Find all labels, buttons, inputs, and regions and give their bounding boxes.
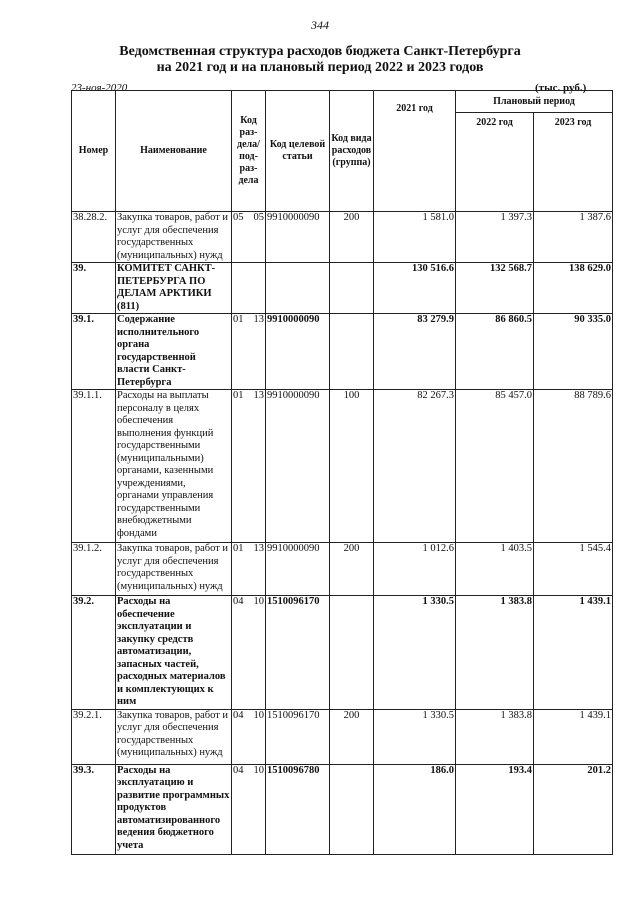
row-value-2023: 201.2 (534, 764, 613, 854)
row-target-code: 9910000090 (266, 543, 330, 596)
units-label: (тыс. руб.) (535, 82, 587, 94)
row-number: 39.1.1. (72, 390, 116, 543)
header-section-code: Код раз-дела/ под-раз-дела (232, 91, 266, 212)
row-target-code: 9910000090 (266, 212, 330, 263)
budget-table (71, 90, 613, 855)
razdel-code: 04 (233, 709, 244, 721)
row-target-code: 9910000090 (266, 390, 330, 543)
row-value-2021: 1 330.5 (374, 709, 456, 764)
row-value-2023: 1 439.1 (534, 709, 613, 764)
document-title (0, 44, 640, 76)
header-2022: 2022 год (456, 113, 534, 212)
row-value-2023: 90 335.0 (534, 314, 613, 390)
row-name: Закупка товаров, работ и услуг для обеспечения государственных (муниципальных) нужд (116, 709, 232, 764)
row-section-code (232, 596, 266, 710)
row-number: 39.1. (72, 314, 116, 390)
table-row (72, 543, 613, 596)
row-value-2021: 186.0 (374, 764, 456, 854)
row-name: Расходы на обеспечение эксплуатации и закупку средств автоматизации, запасных частей, расходных материалов и комплектующих к ним (116, 596, 232, 710)
row-name: Содержание исполнительного органа государственной власти Санкт-Петербурга (116, 314, 232, 390)
table-row (72, 390, 613, 543)
podrazdel-code: 13 (253, 314, 264, 325)
row-type-code: 100 (330, 390, 374, 543)
row-target-code: 1510096170 (266, 709, 330, 764)
table-row (72, 263, 613, 314)
podrazdel-code: 10 (253, 709, 264, 721)
title-line-2: на 2021 год и на плановый период 2022 и 2023 годов (156, 60, 484, 75)
razdel-code: 04 (233, 764, 244, 776)
row-value-2023: 1 545.4 (534, 543, 613, 596)
row-number: 39. (72, 263, 116, 314)
podrazdel-code: 10 (253, 764, 264, 776)
row-section-code (232, 390, 266, 543)
row-section-code (232, 314, 266, 390)
row-type-code: 200 (330, 212, 374, 263)
row-section-code (232, 263, 266, 314)
row-number: 39.2. (72, 596, 116, 710)
page-number: 344 (311, 18, 329, 32)
table-row (72, 212, 613, 263)
row-number: 39.3. (72, 764, 116, 854)
header-number: Номер (72, 91, 116, 212)
row-value-2022: 85 457.0 (456, 390, 534, 543)
header-planned-period: Плановый период (456, 91, 613, 113)
row-value-2022: 1 403.5 (456, 543, 534, 596)
row-value-2021: 130 516.6 (374, 263, 456, 314)
table-row (72, 764, 613, 854)
row-value-2023: 88 789.6 (534, 390, 613, 543)
row-value-2023: 138 629.0 (534, 263, 613, 314)
table-body (72, 212, 613, 855)
row-value-2022: 1 397.3 (456, 212, 534, 263)
row-value-2022: 193.4 (456, 764, 534, 854)
row-target-code: 1510096170 (266, 596, 330, 710)
row-value-2021: 1 581.0 (374, 212, 456, 263)
razdel-code: 01 (233, 543, 244, 554)
row-number: 39.2.1. (72, 709, 116, 764)
row-type-code (330, 596, 374, 710)
row-section-code (232, 709, 266, 764)
table-row (72, 709, 613, 764)
razdel-code: 01 (233, 314, 244, 325)
row-type-code: 200 (330, 709, 374, 764)
podrazdel-code: 13 (253, 390, 264, 401)
row-name: КОМИТЕТ САНКТ-ПЕТЕРБУРГА ПО ДЕЛАМ АРКТИКИ (811) (116, 263, 232, 314)
row-number: 39.1.2. (72, 543, 116, 596)
table-row (72, 596, 613, 710)
row-value-2021: 82 267.3 (374, 390, 456, 543)
row-value-2021: 1 012.6 (374, 543, 456, 596)
row-value-2022: 132 568.7 (456, 263, 534, 314)
header-2023: 2023 год (534, 113, 613, 212)
row-number: 38.28.2. (72, 212, 116, 263)
row-value-2021: 83 279.9 (374, 314, 456, 390)
row-value-2023: 1 387.6 (534, 212, 613, 263)
row-value-2021: 1 330.5 (374, 596, 456, 710)
header-type-code: Код вида расходов (группа) (330, 91, 374, 212)
podrazdel-code: 05 (253, 212, 264, 223)
row-section-code (232, 212, 266, 263)
row-value-2022: 1 383.8 (456, 709, 534, 764)
row-target-code: 1510096780 (266, 764, 330, 854)
row-name: Закупка товаров, работ и услуг для обеспечения государственных (муниципальных) нужд (116, 212, 232, 263)
row-type-code (330, 764, 374, 854)
document-date: 23-ноя-2020 (71, 82, 128, 94)
row-name: Закупка товаров, работ и услуг для обеспечения государственных (муниципальных) нужд (116, 543, 232, 596)
razdel-code: 05 (233, 212, 244, 223)
row-type-code (330, 263, 374, 314)
row-value-2023: 1 439.1 (534, 596, 613, 710)
row-target-code: 9910000090 (266, 314, 330, 390)
row-name: Расходы на выплаты персоналу в целях обеспечения выполнения функций государственными (муниципальными) органами, казенными учреждениями, органами управления государственными внебюджетными фондами (116, 390, 232, 543)
row-target-code (266, 263, 330, 314)
row-section-code (232, 764, 266, 854)
podrazdel-code: 10 (253, 596, 264, 607)
row-type-code: 200 (330, 543, 374, 596)
podrazdel-code: 13 (253, 543, 264, 554)
header-target-code: Код целевой статьи (266, 91, 330, 212)
row-value-2022: 1 383.8 (456, 596, 534, 710)
row-type-code (330, 314, 374, 390)
table-row (72, 314, 613, 390)
header-name: Наименование (116, 91, 232, 212)
title-line-1: Ведомственная структура расходов бюджета Санкт-Петербурга (119, 44, 521, 59)
razdel-code: 04 (233, 596, 244, 607)
razdel-code: 01 (233, 390, 244, 401)
row-name: Расходы на эксплуатацию и развитие программных продуктов автоматизированного ведения бюджетного учета (116, 764, 232, 854)
row-value-2022: 86 860.5 (456, 314, 534, 390)
row-section-code (232, 543, 266, 596)
header-2021: 2021 год (374, 91, 456, 212)
